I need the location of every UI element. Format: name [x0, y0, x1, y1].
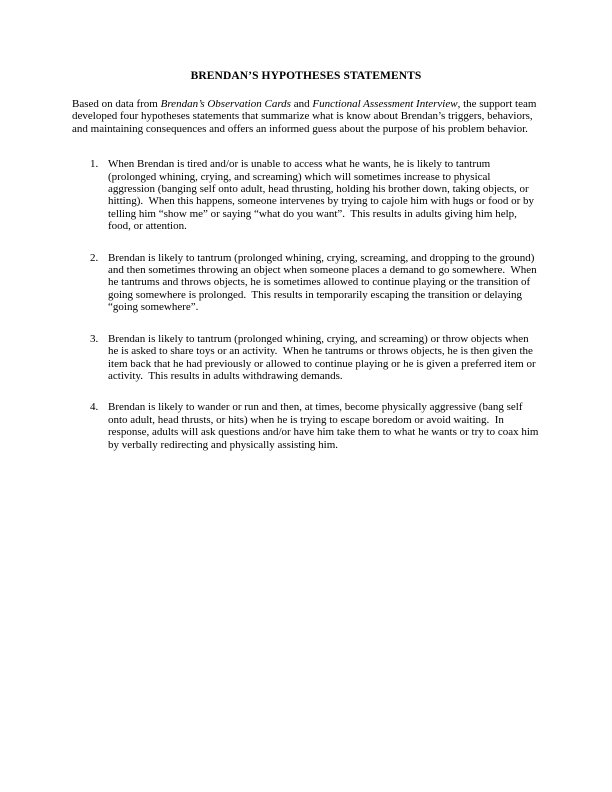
hypotheses-list	[72, 158, 540, 451]
intro-text-lead: Based on data from	[72, 98, 161, 110]
list-item-text: Brendan is likely to wander or run and then, at times, become physically aggressive (bang self onto adult, head thrusts, or hits) when he is trying to escape boredom or avoid waiting. In response, adults will ask questions and/or have him take them to what he wants or try to coax him by verbally redirecting and physically assisting him.	[108, 401, 542, 451]
intro-italic-observation-cards: Brendan’s Observation Cards	[160, 98, 291, 110]
list-item-hypothesis-3	[72, 333, 540, 383]
intro-text-body: , the support team developed four hypotheses statements that summarize what is know about Brendan’s triggers, behaviors, and maintaining consequences and offers an informed guess about the purpose of his problem behavior.	[72, 98, 540, 135]
list-item-number: 1.	[90, 158, 99, 171]
list-item-text: When Brendan is tired and/or is unable to access what he wants, he is likely to tantrum (prolonged whining, crying, and screaming) which will sometimes increase to physical aggression (banging self onto adult, head thrusting, holding his brother down, taking objects, or hitting). When this happens, someone intervenes by trying to cajole him with hugs or food or by telling him “show me” or saying “what do you want”. This results in adults giving him help, food, or attention.	[108, 158, 537, 233]
list-item-number: 2.	[90, 251, 99, 264]
list-item-text: Brendan is likely to tantrum (prolonged whining, crying, screaming, and dropping to the ground) and then sometimes throwing an object when someone places a demand to go somewhere. When he tantrums and throws objects, he is sometimes allowed to continue playing or the transition of going somewhere is prolonged. This results in temporarily escaping the transition or delaying “going somewhere”.	[108, 251, 540, 314]
list-item-hypothesis-1	[72, 158, 540, 232]
document-title: BRENDAN’S HYPOTHESES STATEMENTS	[190, 70, 422, 82]
list-item-hypothesis-2	[72, 252, 540, 314]
list-item-number: 3.	[90, 332, 99, 345]
intro-text-and: and	[290, 98, 313, 110]
list-item-hypothesis-4	[72, 401, 540, 451]
intro-italic-assessment-interview: Functional Assessment Interview	[312, 98, 458, 110]
list-item-text: Brendan is likely to tantrum (prolonged whining, crying, and screaming) or throw objects when he is asked to share toys or an activity. When he tantrums or throws objects, he is then given the item back that he had previously or allowed to continue playing or he is given a preferred item or activity. This results in adults withdrawing demands.	[108, 332, 539, 382]
intro-paragraph	[72, 98, 540, 135]
list-item-number: 4.	[90, 401, 99, 414]
